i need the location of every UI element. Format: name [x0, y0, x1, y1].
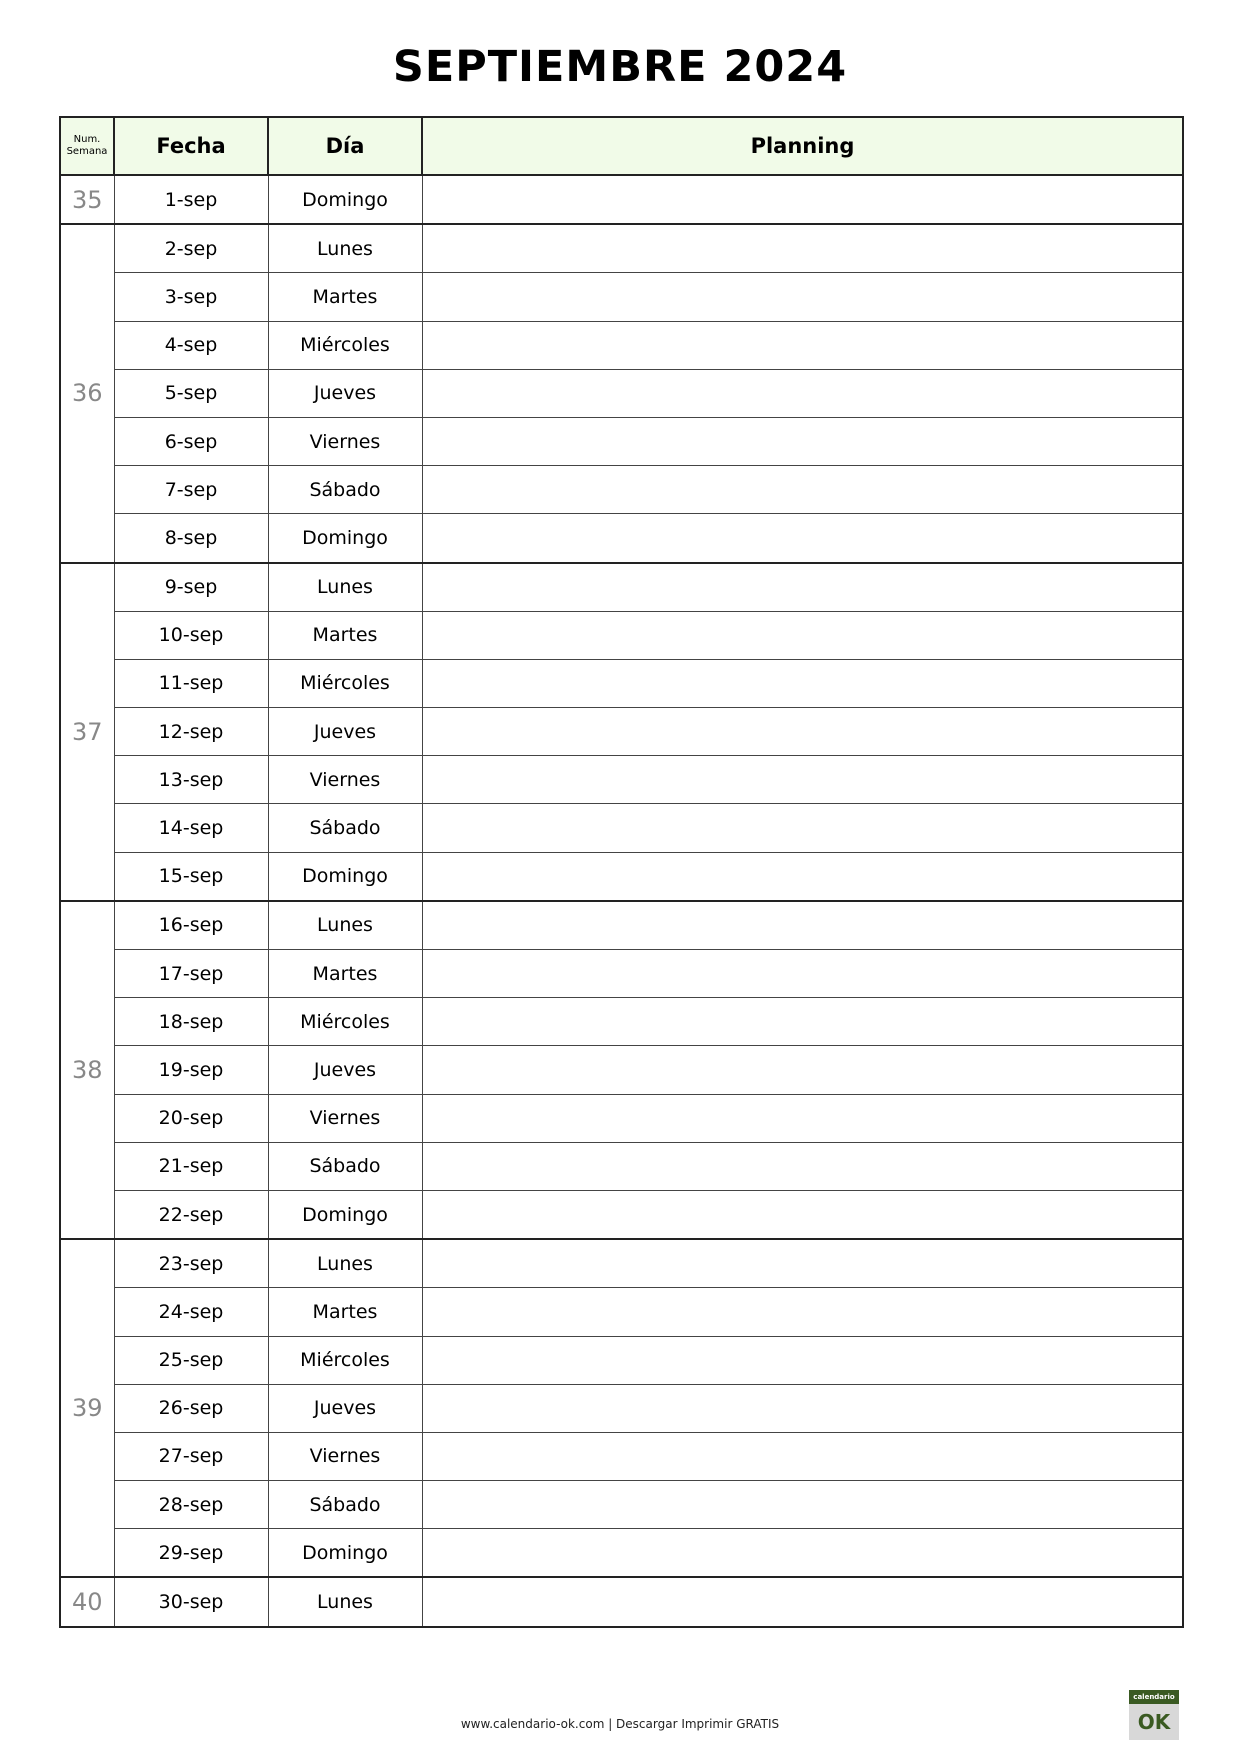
date-cell: 15-sep [114, 852, 268, 901]
footer-text: www.calendario-ok.com | Descargar Imprimir GRATIS [460, 1717, 780, 1731]
day-row [60, 756, 1183, 804]
day-name-cell: Martes [268, 950, 422, 998]
day-name-cell: Martes [268, 611, 422, 659]
date-cell: 16-sep [114, 901, 268, 950]
day-row [60, 1190, 1183, 1239]
day-name-cell: Jueves [268, 1046, 422, 1094]
day-row [60, 321, 1183, 369]
date-cell: 7-sep [114, 466, 268, 514]
planning-cell[interactable] [422, 901, 1183, 950]
day-name-cell: Viernes [268, 756, 422, 804]
date-cell: 8-sep [114, 514, 268, 563]
planning-cell[interactable] [422, 563, 1183, 612]
day-row [60, 708, 1183, 756]
day-name-cell: Lunes [268, 901, 422, 950]
date-cell: 22-sep [114, 1190, 268, 1239]
day-row [60, 1529, 1183, 1578]
planning-cell[interactable] [422, 804, 1183, 852]
day-row [60, 466, 1183, 514]
week-number-cell: 35 [60, 175, 114, 224]
day-row [60, 175, 1183, 224]
day-name-cell: Viernes [268, 1094, 422, 1142]
planning-cell[interactable] [422, 998, 1183, 1046]
day-row [60, 1577, 1183, 1626]
planning-cell[interactable] [422, 273, 1183, 321]
planning-cell[interactable] [422, 466, 1183, 514]
planning-cell[interactable] [422, 950, 1183, 998]
day-row [60, 1336, 1183, 1384]
day-name-cell: Sábado [268, 804, 422, 852]
planning-cell[interactable] [422, 1384, 1183, 1432]
day-row [60, 563, 1183, 612]
date-cell: 2-sep [114, 224, 268, 273]
day-name-cell: Miércoles [268, 321, 422, 369]
week-header-line2: Semana [66, 146, 108, 157]
planning-cell[interactable] [422, 224, 1183, 273]
day-row [60, 224, 1183, 273]
day-name-cell: Sábado [268, 466, 422, 514]
day-row [60, 1432, 1183, 1480]
date-cell: 9-sep [114, 563, 268, 612]
week-number-cell: 40 [60, 1577, 114, 1626]
date-cell: 26-sep [114, 1384, 268, 1432]
day-name-cell: Martes [268, 1288, 422, 1336]
week-number-cell: 38 [60, 901, 114, 1239]
date-cell: 14-sep [114, 804, 268, 852]
day-name-cell: Martes [268, 273, 422, 321]
day-name-cell: Domingo [268, 1190, 422, 1239]
date-cell: 23-sep [114, 1239, 268, 1288]
day-row [60, 1239, 1183, 1288]
date-header: Fecha [114, 117, 268, 175]
day-name-cell: Jueves [268, 369, 422, 417]
day-name-cell: Lunes [268, 563, 422, 612]
day-name-cell: Domingo [268, 175, 422, 224]
day-row [60, 1288, 1183, 1336]
day-row [60, 804, 1183, 852]
logo-top-text: calendario [1129, 1690, 1179, 1704]
day-name-cell: Viernes [268, 1432, 422, 1480]
date-cell: 29-sep [114, 1529, 268, 1578]
planning-cell[interactable] [422, 1529, 1183, 1578]
day-row [60, 1046, 1183, 1094]
planning-cell[interactable] [422, 1142, 1183, 1190]
date-cell: 4-sep [114, 321, 268, 369]
date-cell: 30-sep [114, 1577, 268, 1626]
day-row [60, 514, 1183, 563]
date-cell: 11-sep [114, 659, 268, 707]
planning-cell[interactable] [422, 1481, 1183, 1529]
planning-cell[interactable] [422, 756, 1183, 804]
date-cell: 1-sep [114, 175, 268, 224]
planning-cell[interactable] [422, 321, 1183, 369]
planning-cell[interactable] [422, 417, 1183, 465]
planning-cell[interactable] [422, 1190, 1183, 1239]
planning-cell[interactable] [422, 369, 1183, 417]
date-cell: 18-sep [114, 998, 268, 1046]
day-name-cell: Domingo [268, 852, 422, 901]
date-cell: 24-sep [114, 1288, 268, 1336]
planning-cell[interactable] [422, 1577, 1183, 1626]
day-name-cell: Sábado [268, 1142, 422, 1190]
page-title: SEPTIEMBRE 2024 [392, 42, 848, 92]
day-row [60, 611, 1183, 659]
planning-header: Planning [422, 117, 1183, 175]
day-name-cell: Lunes [268, 1577, 422, 1626]
header-row [60, 117, 1183, 175]
day-name-cell: Sábado [268, 1481, 422, 1529]
planning-cell[interactable] [422, 852, 1183, 901]
date-cell: 20-sep [114, 1094, 268, 1142]
day-row [60, 998, 1183, 1046]
day-row [60, 417, 1183, 465]
logo-ok-text: OK [1129, 1704, 1179, 1740]
planning-cell[interactable] [422, 1239, 1183, 1288]
brand-logo [1129, 1690, 1179, 1740]
planning-cell[interactable] [422, 1432, 1183, 1480]
date-cell: 10-sep [114, 611, 268, 659]
day-name-cell: Jueves [268, 708, 422, 756]
day-name-cell: Lunes [268, 224, 422, 273]
date-cell: 27-sep [114, 1432, 268, 1480]
date-cell: 21-sep [114, 1142, 268, 1190]
planning-cell[interactable] [422, 175, 1183, 224]
planning-cell[interactable] [422, 1046, 1183, 1094]
planner-table [59, 116, 1184, 1628]
day-name-cell: Domingo [268, 514, 422, 563]
day-row [60, 1384, 1183, 1432]
day-row [60, 659, 1183, 707]
day-row [60, 901, 1183, 950]
date-cell: 12-sep [114, 708, 268, 756]
day-row [60, 1481, 1183, 1529]
date-cell: 5-sep [114, 369, 268, 417]
day-row [60, 273, 1183, 321]
day-row [60, 1142, 1183, 1190]
day-name-cell: Miércoles [268, 659, 422, 707]
day-name-cell: Miércoles [268, 1336, 422, 1384]
date-cell: 28-sep [114, 1481, 268, 1529]
day-name-cell: Jueves [268, 1384, 422, 1432]
day-name-cell: Lunes [268, 1239, 422, 1288]
week-header-line1: Num. [73, 134, 101, 145]
date-cell: 25-sep [114, 1336, 268, 1384]
day-row [60, 369, 1183, 417]
week-number-cell: 39 [60, 1239, 114, 1577]
day-row [60, 1094, 1183, 1142]
date-cell: 17-sep [114, 950, 268, 998]
planning-cell[interactable] [422, 611, 1183, 659]
planning-cell[interactable] [422, 1336, 1183, 1384]
day-row [60, 950, 1183, 998]
week-number-cell: 36 [60, 224, 114, 562]
planner-body [60, 175, 1183, 1627]
day-header: Día [268, 117, 422, 175]
planning-cell[interactable] [422, 1288, 1183, 1336]
planning-cell[interactable] [422, 514, 1183, 563]
week-number-cell: 37 [60, 563, 114, 901]
planning-cell[interactable] [422, 659, 1183, 707]
planning-cell[interactable] [422, 708, 1183, 756]
date-cell: 13-sep [114, 756, 268, 804]
day-row [60, 852, 1183, 901]
date-cell: 3-sep [114, 273, 268, 321]
date-cell: 6-sep [114, 417, 268, 465]
planning-cell[interactable] [422, 1094, 1183, 1142]
week-number-header [60, 117, 114, 175]
day-name-cell: Domingo [268, 1529, 422, 1578]
date-cell: 19-sep [114, 1046, 268, 1094]
day-name-cell: Miércoles [268, 998, 422, 1046]
day-name-cell: Viernes [268, 417, 422, 465]
